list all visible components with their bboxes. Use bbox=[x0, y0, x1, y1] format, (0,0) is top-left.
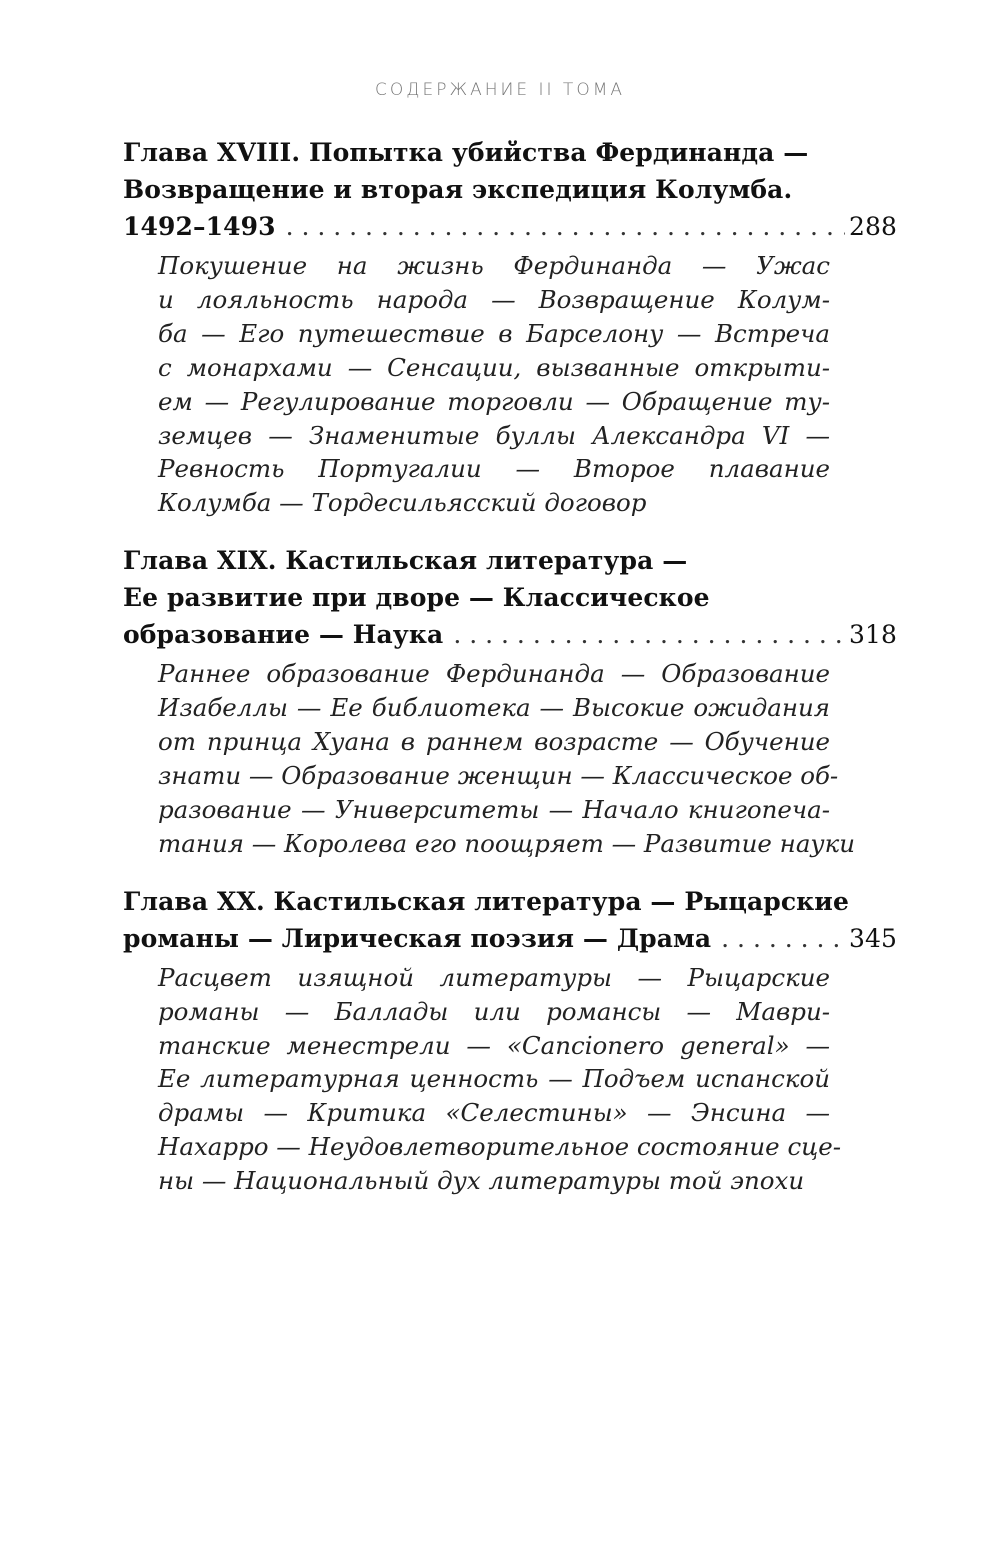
summary-line: Ее литературная ценность — Подъем испанской bbox=[158, 1064, 830, 1094]
page-number: 318 bbox=[848, 620, 897, 650]
chapter-summary bbox=[158, 657, 856, 860]
summary-line: Нахарро — Неудовлетворительное состояние сце- bbox=[158, 1132, 842, 1162]
chapter-summary bbox=[158, 249, 830, 520]
summary-line: и лояльность народа — Возвращение Колум- bbox=[158, 284, 830, 314]
chapter-heading bbox=[123, 883, 897, 957]
summary-line: Изабеллы — Ее библиотека — Высокие ожидания bbox=[158, 693, 830, 723]
summary-line: танские менестрели — «Cancionero general» — bbox=[158, 1030, 830, 1060]
chapter-summary bbox=[158, 961, 842, 1198]
summary-line: тания — Королева его поощряет — Развитие науки bbox=[158, 828, 856, 858]
chapter-heading-text: романы — Лирическая поэзия — Драма bbox=[123, 923, 712, 953]
chapter-heading-line: Глава XIX. Кастильская литература — bbox=[123, 546, 688, 576]
chapter-heading-line: Ее развитие при дворе — Классическое bbox=[123, 583, 710, 613]
summary-line: Раннее образование Фердинанда — Образование bbox=[158, 659, 830, 689]
page-number: 345 bbox=[848, 923, 897, 953]
chapter-heading-text: 1492–1493 bbox=[123, 212, 276, 241]
dot-leader bbox=[453, 616, 845, 653]
summary-line: Расцвет изящной литературы — Рыцарские bbox=[158, 962, 830, 992]
chapter-heading-last-line bbox=[123, 208, 897, 245]
toc-entry-chapter-19[interactable] bbox=[123, 542, 897, 860]
toc-entry-chapter-18[interactable] bbox=[123, 134, 897, 520]
toc-entry-chapter-20[interactable] bbox=[123, 883, 897, 1198]
chapter-heading-last-line bbox=[123, 920, 897, 957]
summary-line: земцев — Знаменитые буллы Александра VI — bbox=[158, 420, 830, 450]
summary-line: Покушение на жизнь Фердинанда — Ужас bbox=[158, 251, 830, 280]
summary-line: романы — Баллады или романсы — Маври- bbox=[158, 996, 830, 1026]
chapter-heading bbox=[123, 134, 897, 245]
summary-line: разование — Университеты — Начало книгопеча- bbox=[158, 794, 830, 824]
summary-line: ны — Национальный дух литературы той эпохи bbox=[158, 1166, 805, 1196]
running-head: СОДЕРЖАНИЕ II ТОМА bbox=[375, 80, 625, 100]
summary-line: ем — Регулирование торговли — Обращение ту- bbox=[158, 386, 830, 416]
dot-leader bbox=[286, 208, 845, 245]
summary-line: ба — Его путешествие в Барселону — Встреча bbox=[158, 318, 830, 348]
summary-line: драмы — Критика «Селестины» — Энсина — bbox=[158, 1098, 830, 1128]
dot-leader bbox=[721, 920, 845, 957]
summary-line: Ревность Португалии — Второе плавание bbox=[158, 454, 830, 484]
summary-line: с монархами — Сенсации, вызванные открыти- bbox=[158, 352, 830, 382]
chapter-heading-text: образование — Наука bbox=[123, 620, 444, 650]
chapter-heading bbox=[123, 542, 897, 653]
chapter-heading-line: Глава XX. Кастильская литература — Рыцарские bbox=[123, 886, 849, 916]
summary-line: от принца Хуана в раннем возрасте — Обучение bbox=[158, 727, 830, 757]
page-number: 288 bbox=[848, 212, 897, 241]
chapter-heading-last-line bbox=[123, 616, 897, 653]
summary-line: знати — Образование женщин — Классическое об- bbox=[158, 760, 839, 790]
chapter-heading-line: Глава XVIII. Попытка убийства Фердинанда — bbox=[123, 138, 809, 167]
table-of-contents bbox=[123, 134, 897, 1220]
chapter-heading-line: Возвращение и вторая экспедиция Колумба. bbox=[123, 175, 793, 204]
summary-line: Колумба — Тордесильясский договор bbox=[158, 488, 647, 518]
